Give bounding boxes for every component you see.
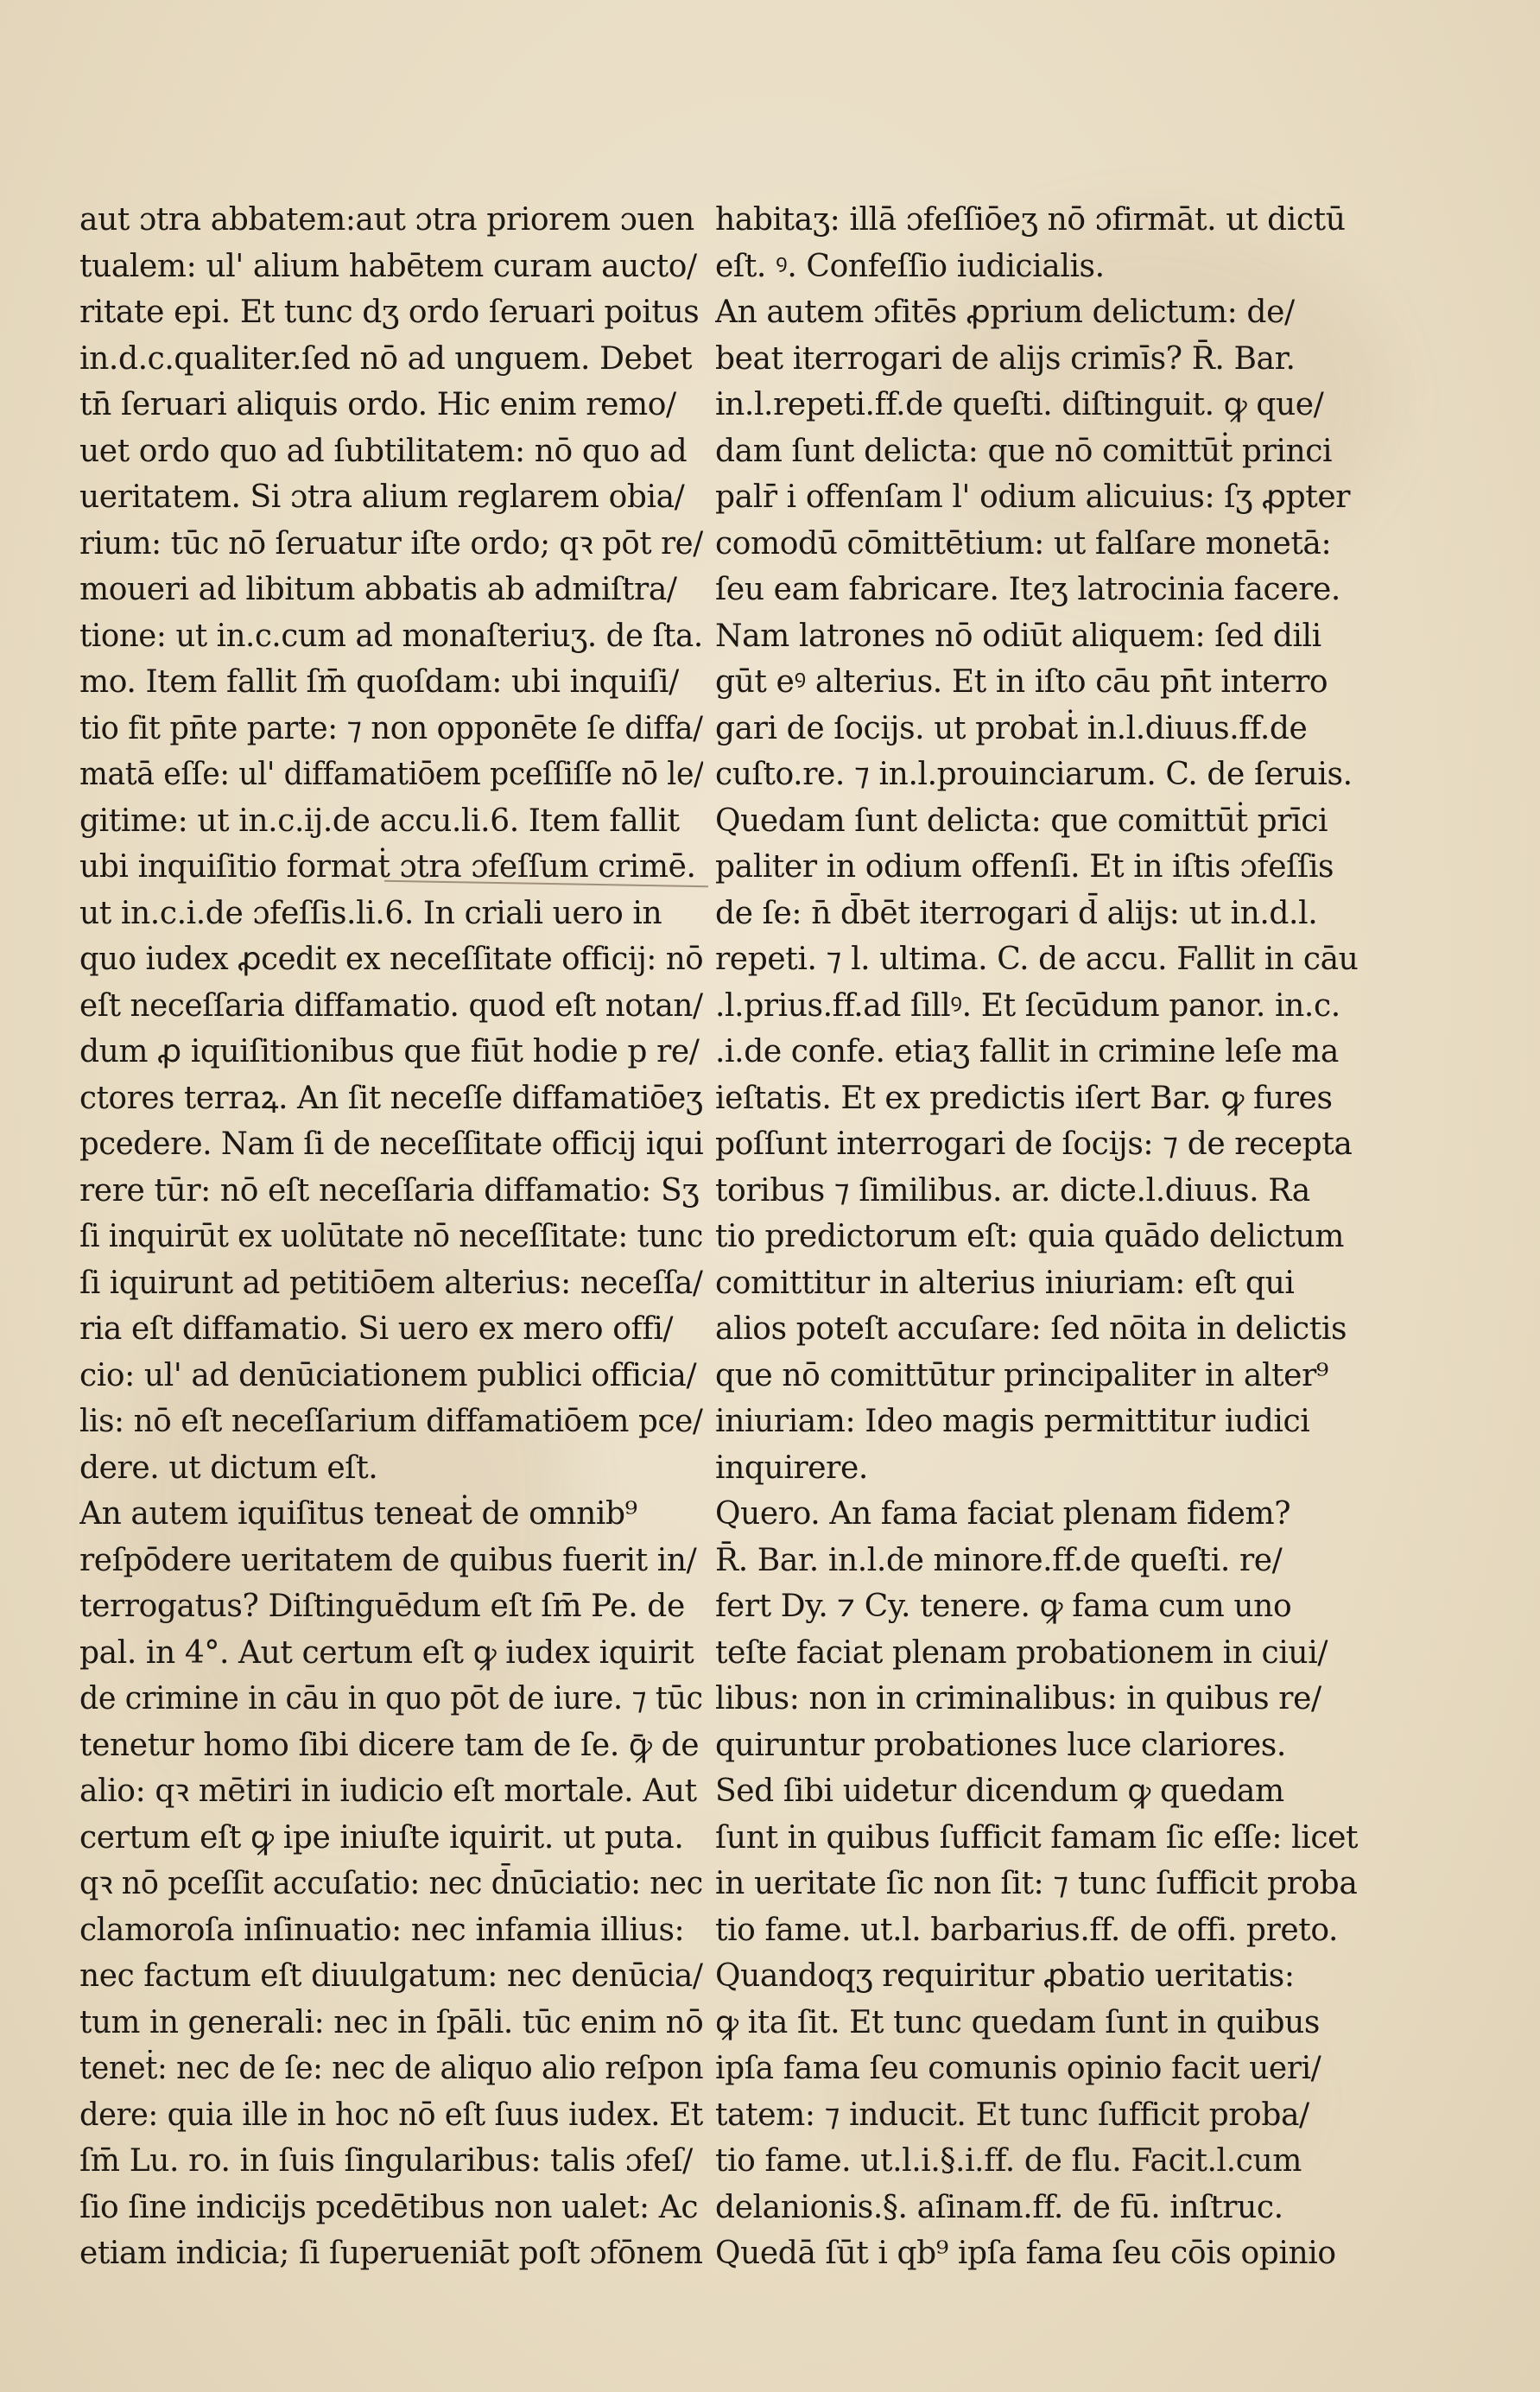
text-line: tio fit pn̄te parte: ⁊ non opponēte ſe diffa/ — [79, 710, 703, 746]
text-line: tione: ut in.c.cum ad monaſteriuʒ. de ſta. — [79, 618, 703, 654]
text-line: ueritatem. Si ɔtra alium reglarem obia/ — [79, 479, 685, 515]
text-line: libus: non in criminalibus: in quibus re/ — [715, 1681, 1321, 1716]
text-line: ut in.c.i.de ɔfeſſis.li.6. In criali uero in — [79, 895, 662, 931]
text-line: tn̄ ſeruari aliquis ordo. Hic enim remo/ — [79, 387, 676, 422]
text-line: .l.prius.ff.ad ſillꝰ. Et ſecūdum panor. in.c. — [715, 987, 1340, 1024]
text-line: ꝙ ita ſit. Et tunc quedam ſunt in quibus — [715, 2004, 1321, 2040]
text-line: nec factum eſt diuulgatum: nec denūcia/ — [79, 1958, 703, 1994]
text-line: de crimine in cāu in quo pōt de iure. ⁊ tūc — [79, 1681, 703, 1716]
text-line: in.l.repeti.ff.de queſti. diſtinguit. ꝙ que/ — [715, 387, 1324, 422]
text-line: quiruntur probationes luce clariores. — [715, 1727, 1286, 1763]
text-line: comodū cōmittētium: ut falſare monetā: — [715, 525, 1332, 562]
text-line: Quedam ſunt delicta: que comittūṫ prīci — [715, 803, 1328, 839]
text-line: tio fame. ut.l. barbarius.ff. de offi. preto. — [715, 1912, 1339, 1948]
text-line: matā eſſe: ul' diffamatiōem pceſſiſſe nō le/ — [79, 757, 703, 792]
text-line: ctores terraꝝ. An ſit neceſſe diffamatiōeʒ — [79, 1080, 703, 1116]
text-line: ubi inquiſitio formaṫ ɔtra ɔfeſſum crimē. — [79, 849, 696, 885]
text-line: ria eſt diffamatio. Si uero ex mero offi/ — [79, 1311, 674, 1347]
text-line: .i.de confe. etiaʒ fallit in crimine leſe ma — [715, 1034, 1339, 1069]
text-line: ſi iquirunt ad petitiōem alterius: neceſſa/ — [79, 1265, 703, 1301]
text-line: tio fame. ut.l.i.§.i.ff. de flu. Facit.l.cum — [715, 2143, 1302, 2179]
text-line: iniuriam: Ideo magis permittitur iudici — [715, 1404, 1310, 1439]
text-line: eſt. ꝰ. Confeſſio iudicialis. — [715, 248, 1105, 284]
text-line: rium: tūc nō ſeruatur iſte ordo; qꝛ pōt re/ — [79, 525, 703, 562]
text-line: in ueritate ſic non ſit: ⁊ tunc ſufficit proba — [715, 1866, 1358, 1901]
text-line: terrogatus? Diſtinguēdum eſt ſm̄ Pe. de — [79, 1589, 685, 1624]
text-line: ſeu eam fabricare. Iteʒ latrocinia facere. — [715, 572, 1340, 607]
text-line: dam ſunt delicta: que nō comittūṫ princi — [715, 433, 1333, 469]
text-line: tatem: ⁊ inducit. Et tunc ſufficit proba/ — [715, 2097, 1309, 2133]
text-line: gari de ſocijs. ut probaṫ in.l.diuus.ff.de — [715, 710, 1308, 746]
text-line: palr̄ i offenſam l' odium alicuius: ſʒ ꝓpter — [715, 479, 1351, 515]
text-line: Quedā ſūt i qb⁹ ipſa fama ſeu cōis opinio — [715, 2236, 1336, 2271]
text-line: clamoroſa inſinuatio: nec infamia illius: — [79, 1912, 685, 1948]
left-text-column — [79, 197, 703, 2277]
text-line: certum eſt ꝙ ipe iniuſte iquirit. ut puta. — [79, 1819, 684, 1856]
text-line: ſunt in quibus ſufficit famam ſic eſſe: licet — [715, 1819, 1359, 1856]
text-line: uet ordo quo ad ſubtilitatem: nō quo ad — [79, 433, 688, 469]
text-line: cuſto.re. ⁊ in.l.prouinciarum. C. de ſeruis. — [715, 757, 1353, 792]
text-line: dum ꝓ iquiſitionibus que fiūt hodie p re/ — [79, 1034, 700, 1069]
text-line: dere. ut dictum eſt. — [79, 1450, 378, 1486]
text-line: comittitur in alterius iniuriam: eſt qui — [715, 1265, 1295, 1301]
text-line: etiam indicia; ſi ſuperueniāt poſt ɔfōnem — [79, 2236, 703, 2271]
text-line: in.d.c.qualiter.ſed nō ad unguem. Debet — [79, 340, 693, 377]
text-line: rere tūr: nō eſt neceſſaria diffamatio: Sʒ — [79, 1172, 700, 1209]
text-line: que nō comittūtur principaliter in alter⁹ — [715, 1357, 1328, 1393]
text-line: alios poteſt accuſare: ſed nōita in delictis — [715, 1311, 1347, 1347]
text-line: qꝛ nō pceſſit accuſatio: nec d̄nūciatio: nec — [79, 1866, 703, 1901]
text-line: aut ɔtra abbatem:aut ɔtra priorem ɔuen — [79, 202, 694, 238]
text-line: inquirere. — [715, 1450, 868, 1486]
text-line: fert Dy. ⁊ Cy. tenere. ꝙ fama cum uno — [715, 1589, 1292, 1624]
text-line: Quandoqʒ requiritur ꝓbatio ueritatis: — [715, 1958, 1295, 1994]
text-line: poſſunt interrogari de ſocijs: ⁊ de recepta — [715, 1126, 1353, 1162]
text-line: beat iterrogari de alijs crimīs? R̄. Bar. — [715, 340, 1296, 377]
text-line: R̄. Bar. in.l.de minore.ff.de queſti. re/ — [715, 1542, 1283, 1578]
text-line: Nam latrones nō odiūt aliquem: ſed dili — [715, 618, 1321, 654]
text-line: ſio ſine indicijs pcedētibus non ualet: Ac — [79, 2189, 699, 2225]
text-line: gūt eꝰ alterius. Et in iſto cāu pn̄t interro — [715, 664, 1328, 700]
text-line: tualem: ul' alium habētem curam aucto/ — [79, 248, 697, 284]
text-line: An autem iquiſitus teneaṫ de omnib⁹ — [79, 1496, 637, 1532]
text-line: paliter in odium offenſi. Et in iſtis ɔfeſſis — [715, 849, 1334, 885]
text-line: habitaʒ: illā ɔfeſſiōeʒ nō ɔfirmāt. ut dictū — [715, 202, 1346, 238]
text-line: toribus ⁊ ſimilibus. ar. dicte.l.diuus. Ra — [715, 1172, 1310, 1209]
text-line: alio: qꝛ mētiri in iudicio eſt mortale. Aut — [79, 1773, 697, 1809]
text-line: tum in generali: nec in ſpāli. tūc enim nō — [79, 2004, 703, 2040]
text-line: ſm̄ Lu. ro. in ſuis ſingularibus: talis ɔfeſ/ — [79, 2143, 693, 2179]
text-line: lis: nō eſt neceſſarium diffamatiōem pce/ — [79, 1404, 703, 1439]
text-line: quo iudex ꝓcedit ex neceſſitate officij: nō — [79, 942, 703, 977]
text-line: dere: quia ille in hoc nō eſt ſuus iudex. Et — [79, 2097, 703, 2133]
text-line: ipſa fama ſeu comunis opinio facit ueri/ — [715, 2051, 1321, 2086]
text-line: pal. in 4°. Aut certum eſt ꝙ iudex iquirit — [79, 1634, 694, 1671]
text-line: mo. Item fallit ſm̄ quoſdam: ubi inquiſi/ — [79, 664, 679, 700]
text-line: ieſtatis. Et ex predictis iſert Bar. ꝙ fures — [715, 1080, 1333, 1116]
text-line: tio predictorum eſt: quia quādo delictum — [715, 1219, 1344, 1254]
text-line: delanionis.§. aſinam.ff. de fū. inſtruc. — [715, 2189, 1283, 2225]
text-line: eſt neceſſaria diffamatio. quod eſt notan/ — [79, 987, 703, 1024]
text-line: Sed ſibi uidetur dicendum ꝙ quedam — [715, 1773, 1284, 1809]
text-line: teneṫ: nec de ſe: nec de aliquo alio reſpon — [79, 2051, 703, 2086]
text-line: teſte faciat plenam probationem in ciui/ — [715, 1634, 1328, 1671]
text-line: An autem ɔfitēs ꝓprium delictum: de/ — [715, 295, 1295, 330]
text-line: gitime: ut in.c.ij.de accu.li.6. Item fallit — [79, 803, 680, 839]
right-text-column — [715, 197, 1372, 2277]
text-line: ſi inquirūt ex uolūtate nō neceſſitate: tunc — [79, 1219, 703, 1254]
text-line: cio: ul' ad denūciationem publici officia/ — [79, 1357, 697, 1393]
text-line: repeti. ⁊ l. ultima. C. de accu. Fallit in cāu — [715, 942, 1359, 977]
text-line: reſpōdere ueritatem de quibus fuerit in/ — [79, 1542, 697, 1578]
text-line: moueri ad libitum abbatis ab admiſtra/ — [79, 572, 677, 607]
text-line: de ſe: n̄ d̄bēt iterrogari d̄ alijs: ut in.d.l. — [715, 895, 1318, 931]
text-line: pcedere. Nam ſi de neceſſitate officij iqui — [79, 1126, 703, 1162]
text-line: Quero. An fama faciat plenam fidem? — [715, 1496, 1291, 1532]
text-line: tenetur homo ſibi dicere tam de ſe. ꝙ̄ de — [79, 1727, 700, 1763]
text-line: ritate epi. Et tunc dʒ ordo ſeruari poitus — [79, 295, 700, 330]
